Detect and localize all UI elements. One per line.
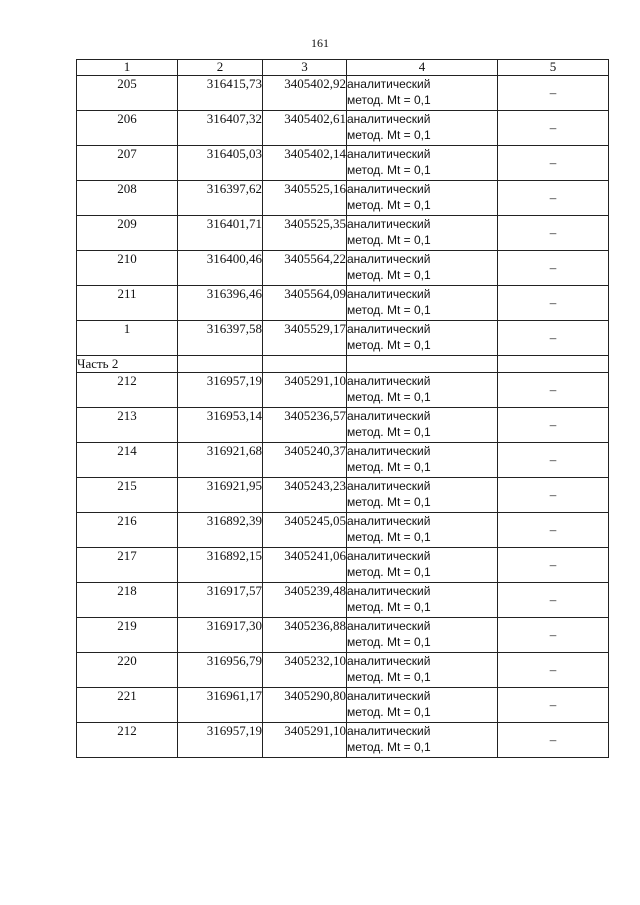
method-cell <box>347 443 498 478</box>
y-coordinate-cell: 3405241,06 <box>263 548 347 583</box>
method-cell <box>347 111 498 146</box>
note-cell: – <box>498 146 609 181</box>
empty-cell <box>347 356 498 373</box>
point-number-cell: 212 <box>77 723 178 758</box>
method-line-2: метод. Mt = 0,1 <box>347 233 431 247</box>
y-coordinate-cell: 3405525,35 <box>263 216 347 251</box>
note-cell: – <box>498 286 609 321</box>
method-line-2: метод. Mt = 0,1 <box>347 705 431 719</box>
coordinates-table <box>76 59 609 758</box>
table-row <box>77 723 609 758</box>
x-coordinate-cell: 316921,68 <box>178 443 263 478</box>
note-cell: – <box>498 251 609 286</box>
method-line-1: аналитический <box>347 374 431 388</box>
method-line-2: метод. Mt = 0,1 <box>347 495 431 509</box>
x-coordinate-cell: 316396,46 <box>178 286 263 321</box>
x-coordinate-cell: 316957,19 <box>178 373 263 408</box>
x-coordinate-cell: 316917,57 <box>178 583 263 618</box>
y-coordinate-cell: 3405240,37 <box>263 443 347 478</box>
point-number-cell: 212 <box>77 373 178 408</box>
note-cell: – <box>498 548 609 583</box>
note-cell: – <box>498 373 609 408</box>
x-coordinate-cell: 316921,95 <box>178 478 263 513</box>
x-coordinate-cell: 316397,62 <box>178 181 263 216</box>
point-number-cell: 215 <box>77 478 178 513</box>
column-header: 2 <box>178 60 263 76</box>
x-coordinate-cell: 316892,39 <box>178 513 263 548</box>
point-number-cell: 219 <box>77 618 178 653</box>
y-coordinate-cell: 3405243,23 <box>263 478 347 513</box>
column-header: 1 <box>77 60 178 76</box>
y-coordinate-cell: 3405402,61 <box>263 111 347 146</box>
method-cell <box>347 251 498 286</box>
note-cell: – <box>498 111 609 146</box>
note-cell: – <box>498 216 609 251</box>
method-cell <box>347 723 498 758</box>
method-line-2: метод. Mt = 0,1 <box>347 740 431 754</box>
note-cell: – <box>498 478 609 513</box>
table-row <box>77 146 609 181</box>
table-row <box>77 653 609 688</box>
y-coordinate-cell: 3405564,09 <box>263 286 347 321</box>
y-coordinate-cell: 3405290,80 <box>263 688 347 723</box>
method-line-2: метод. Mt = 0,1 <box>347 268 431 282</box>
x-coordinate-cell: 316961,17 <box>178 688 263 723</box>
y-coordinate-cell: 3405564,22 <box>263 251 347 286</box>
y-coordinate-cell: 3405291,10 <box>263 723 347 758</box>
y-coordinate-cell: 3405239,48 <box>263 583 347 618</box>
table-row <box>77 76 609 111</box>
part-header-row <box>77 356 609 373</box>
table-row <box>77 286 609 321</box>
method-line-1: аналитический <box>347 322 431 336</box>
point-number-cell: 211 <box>77 286 178 321</box>
x-coordinate-cell: 316956,79 <box>178 653 263 688</box>
column-header: 5 <box>498 60 609 76</box>
method-cell <box>347 373 498 408</box>
note-cell: – <box>498 723 609 758</box>
point-number-cell: 214 <box>77 443 178 478</box>
empty-cell <box>498 356 609 373</box>
y-coordinate-cell: 3405529,17 <box>263 321 347 356</box>
method-cell <box>347 76 498 111</box>
method-cell <box>347 513 498 548</box>
y-coordinate-cell: 3405236,57 <box>263 408 347 443</box>
method-cell <box>347 478 498 513</box>
x-coordinate-cell: 316892,15 <box>178 548 263 583</box>
method-line-1: аналитический <box>347 147 431 161</box>
method-line-1: аналитический <box>347 689 431 703</box>
note-cell: – <box>498 408 609 443</box>
table-row <box>77 251 609 286</box>
table-row <box>77 583 609 618</box>
empty-cell <box>178 356 263 373</box>
note-cell: – <box>498 181 609 216</box>
method-cell <box>347 181 498 216</box>
x-coordinate-cell: 316397,58 <box>178 321 263 356</box>
y-coordinate-cell: 3405402,92 <box>263 76 347 111</box>
table-row <box>77 478 609 513</box>
method-line-1: аналитический <box>347 549 431 563</box>
note-cell: – <box>498 76 609 111</box>
method-line-2: метод. Mt = 0,1 <box>347 390 431 404</box>
table-row <box>77 181 609 216</box>
x-coordinate-cell: 316405,03 <box>178 146 263 181</box>
method-cell <box>347 653 498 688</box>
x-coordinate-cell: 316401,71 <box>178 216 263 251</box>
x-coordinate-cell: 316415,73 <box>178 76 263 111</box>
method-line-2: метод. Mt = 0,1 <box>347 198 431 212</box>
method-line-1: аналитический <box>347 619 431 633</box>
note-cell: – <box>498 321 609 356</box>
method-cell <box>347 408 498 443</box>
note-cell: – <box>498 618 609 653</box>
method-line-1: аналитический <box>347 514 431 528</box>
table-row <box>77 373 609 408</box>
method-cell <box>347 321 498 356</box>
empty-cell <box>263 356 347 373</box>
y-coordinate-cell: 3405245,05 <box>263 513 347 548</box>
x-coordinate-cell: 316400,46 <box>178 251 263 286</box>
y-coordinate-cell: 3405291,10 <box>263 373 347 408</box>
method-line-2: метод. Mt = 0,1 <box>347 338 431 352</box>
note-cell: – <box>498 513 609 548</box>
method-cell <box>347 216 498 251</box>
method-line-1: аналитический <box>347 479 431 493</box>
method-line-2: метод. Mt = 0,1 <box>347 303 431 317</box>
method-line-2: метод. Mt = 0,1 <box>347 425 431 439</box>
page-number: 161 <box>311 36 329 50</box>
method-line-2: метод. Mt = 0,1 <box>347 128 431 142</box>
point-number-cell: 207 <box>77 146 178 181</box>
method-line-1: аналитический <box>347 654 431 668</box>
method-line-1: аналитический <box>347 217 431 231</box>
table-row <box>77 688 609 723</box>
column-header: 4 <box>347 60 498 76</box>
column-header: 3 <box>263 60 347 76</box>
point-number-cell: 220 <box>77 653 178 688</box>
note-cell: – <box>498 653 609 688</box>
note-cell: – <box>498 688 609 723</box>
method-line-2: метод. Mt = 0,1 <box>347 460 431 474</box>
x-coordinate-cell: 316917,30 <box>178 618 263 653</box>
y-coordinate-cell: 3405236,88 <box>263 618 347 653</box>
x-coordinate-cell: 316407,32 <box>178 111 263 146</box>
point-number-cell: 216 <box>77 513 178 548</box>
method-line-1: аналитический <box>347 409 431 423</box>
method-line-2: метод. Mt = 0,1 <box>347 565 431 579</box>
point-number-cell: 218 <box>77 583 178 618</box>
table-header-row <box>77 60 609 76</box>
y-coordinate-cell: 3405232,10 <box>263 653 347 688</box>
table-row <box>77 548 609 583</box>
method-line-2: метод. Mt = 0,1 <box>347 93 431 107</box>
table-row <box>77 111 609 146</box>
x-coordinate-cell: 316953,14 <box>178 408 263 443</box>
point-number-cell: 208 <box>77 181 178 216</box>
point-number-cell: 206 <box>77 111 178 146</box>
point-number-cell: 1 <box>77 321 178 356</box>
table-row <box>77 513 609 548</box>
method-line-1: аналитический <box>347 584 431 598</box>
method-cell <box>347 146 498 181</box>
method-cell <box>347 286 498 321</box>
method-cell <box>347 618 498 653</box>
method-line-1: аналитический <box>347 724 431 738</box>
method-line-1: аналитический <box>347 77 431 91</box>
method-line-2: метод. Mt = 0,1 <box>347 670 431 684</box>
method-line-1: аналитический <box>347 182 431 196</box>
table-row <box>77 408 609 443</box>
method-cell <box>347 688 498 723</box>
table-row <box>77 443 609 478</box>
point-number-cell: 205 <box>77 76 178 111</box>
table-row <box>77 216 609 251</box>
note-cell: – <box>498 443 609 478</box>
method-line-1: аналитический <box>347 444 431 458</box>
part-label: Часть 2 <box>77 356 178 373</box>
method-line-1: аналитический <box>347 287 431 301</box>
table-row <box>77 618 609 653</box>
method-line-1: аналитический <box>347 252 431 266</box>
method-line-2: метод. Mt = 0,1 <box>347 635 431 649</box>
point-number-cell: 221 <box>77 688 178 723</box>
method-line-1: аналитический <box>347 112 431 126</box>
x-coordinate-cell: 316957,19 <box>178 723 263 758</box>
method-line-2: метод. Mt = 0,1 <box>347 530 431 544</box>
method-cell <box>347 548 498 583</box>
y-coordinate-cell: 3405525,16 <box>263 181 347 216</box>
point-number-cell: 213 <box>77 408 178 443</box>
point-number-cell: 217 <box>77 548 178 583</box>
point-number-cell: 210 <box>77 251 178 286</box>
point-number-cell: 209 <box>77 216 178 251</box>
method-cell <box>347 583 498 618</box>
y-coordinate-cell: 3405402,14 <box>263 146 347 181</box>
method-line-2: метод. Mt = 0,1 <box>347 163 431 177</box>
note-cell: – <box>498 583 609 618</box>
table-row <box>77 321 609 356</box>
method-line-2: метод. Mt = 0,1 <box>347 600 431 614</box>
